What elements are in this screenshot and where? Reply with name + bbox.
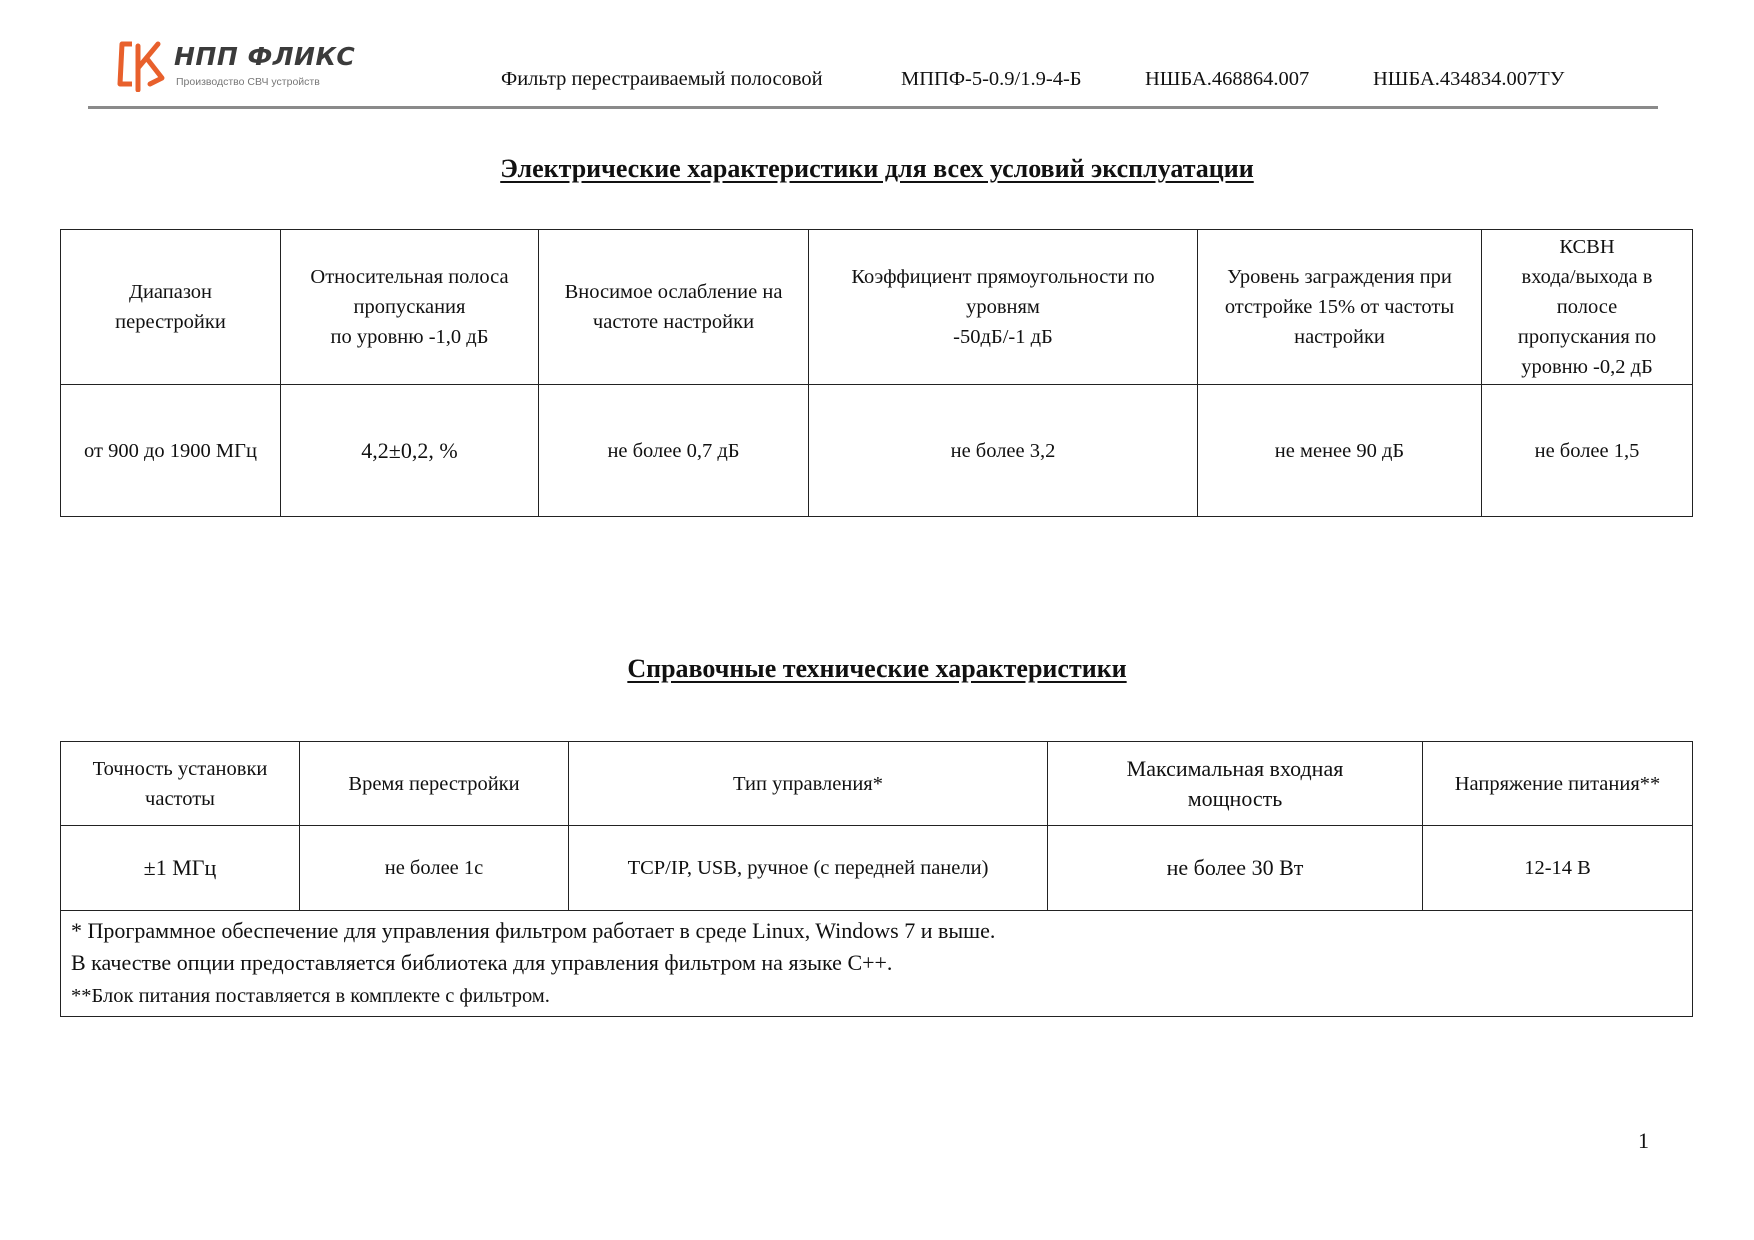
value-cell: от 900 до 1900 МГц — [61, 385, 281, 517]
header-cell-tuning-time: Время перестройки — [300, 742, 569, 826]
logo-subtitle: Производство СВЧ устройств — [176, 76, 320, 88]
doc-code: НШБА.468864.007 — [1145, 68, 1310, 90]
page-header — [88, 36, 1658, 109]
notes-cell — [61, 911, 1693, 1017]
reference-value-row — [61, 826, 1693, 911]
notes-row — [61, 911, 1693, 1017]
header-cell-max-power: Максимальная входная мощность — [1048, 742, 1423, 826]
footnote-library: В качестве опции предоставляется библиотека для управления фильтром на языке С++. — [71, 950, 893, 975]
value-cell: не менее 90 дБ — [1198, 385, 1482, 517]
footnote-power-supply: **Блок питания поставляется в комплекте с фильтром. — [71, 985, 550, 1007]
electrical-title: Электрические характеристики для всех условий эксплуатации — [500, 154, 1254, 183]
value-cell: не более 3,2 — [809, 385, 1198, 517]
header-cell-supply-voltage: Напряжение питания** — [1423, 742, 1693, 826]
header-cell-shape-factor: Коэффициент прямоугольности по уровням -50дБ/-1 дБ — [809, 230, 1198, 385]
value-cell: 4,2±0,2, % — [281, 385, 539, 517]
logo-title: НПП ФЛИКС — [174, 42, 356, 71]
company-logo — [114, 38, 354, 98]
electrical-header-row — [61, 230, 1693, 385]
header-cell-rejection: Уровень заграждения при отстройке 15% от частоты настройки — [1198, 230, 1482, 385]
header-cell-range: Диапазон перестройки — [61, 230, 281, 385]
value-cell: не более 1,5 — [1482, 385, 1693, 517]
logo-icon — [114, 38, 168, 92]
reference-table — [60, 741, 1693, 1017]
header-cell-control-type: Тип управления* — [569, 742, 1048, 826]
value-cell: не более 30 Вт — [1048, 826, 1423, 911]
value-cell: ±1 МГц — [61, 826, 300, 911]
spec-code: НШБА.434834.007ТУ — [1373, 68, 1565, 90]
electrical-value-row — [61, 385, 1693, 517]
footnote-software: * Программное обеспечение для управления фильтром работает в среде Linux, Windows 7 и выше. — [71, 918, 996, 943]
header-cell-insertion-loss: Вносимое ослабление на частоте настройки — [539, 230, 809, 385]
header-cell-bandwidth: Относительная полоса пропускания по уровню -1,0 дБ — [281, 230, 539, 385]
model-code: МППФ-5-0.9/1.9-4-Б — [901, 68, 1082, 90]
electrical-table — [60, 229, 1693, 517]
page-number: 1 — [1638, 1128, 1649, 1153]
value-cell: 12-14 В — [1423, 826, 1693, 911]
value-cell: не более 0,7 дБ — [539, 385, 809, 517]
reference-header-row — [61, 742, 1693, 826]
value-cell: не более 1с — [300, 826, 569, 911]
header-cell-accuracy: Точность установки частоты — [61, 742, 300, 826]
reference-title: Справочные технические характеристики — [627, 654, 1127, 683]
product-type: Фильтр перестраиваемый полосовой — [501, 68, 823, 90]
header-cell-vswr: КСВН входа/выхода в полосе пропускания по уровню -0,2 дБ — [1482, 230, 1693, 385]
value-cell: TCP/IP, USB, ручное (с передней панели) — [569, 826, 1048, 911]
